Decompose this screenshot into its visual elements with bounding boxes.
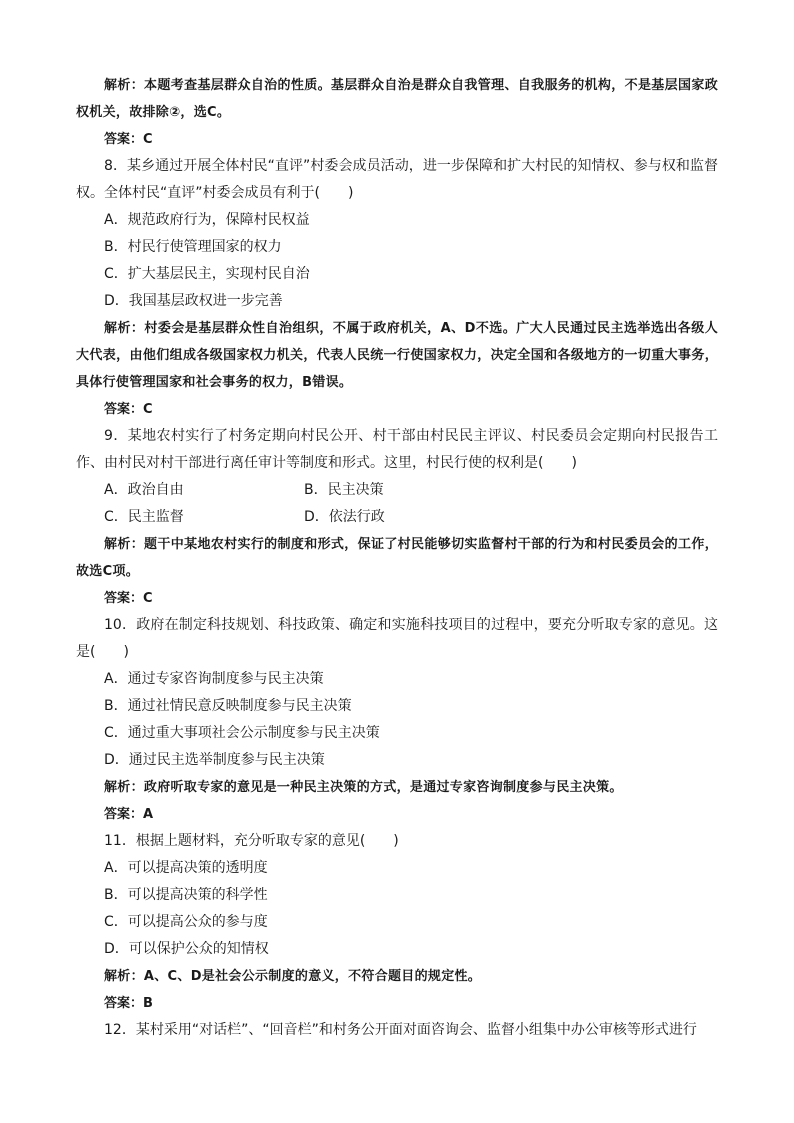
answer-q8: 答案：C bbox=[104, 402, 153, 417]
question-8-option-b: B．村民行使管理国家的权力 bbox=[104, 239, 282, 255]
question-11-option-d: D．可以保护公众的知情权 bbox=[104, 941, 269, 957]
answer-q10: 答案：A bbox=[104, 807, 154, 822]
question-9-options-row-2 bbox=[76, 504, 718, 531]
question-8-stem: 8．某乡通过开展全体村民“直评”村委会成员活动，进一步保障和扩大村民的知情权、参与权和监督权。全体村民“直评”村委会成员有利于( ) bbox=[76, 158, 718, 201]
question-10-option-c: C．通过重大事项社会公示制度参与民主决策 bbox=[104, 725, 380, 741]
analysis-q11: 解析：A、C、D是社会公示制度的意义，不符合题目的规定性。 bbox=[104, 969, 482, 984]
analysis-q7: 解析：本题考查基层群众自治的性质。基层群众自治是群众自我管理、自我服务的机构，不是基层国家政权机关，故排除②，选C。 bbox=[76, 78, 718, 120]
question-10-option-a: A．通过专家咨询制度参与民主决策 bbox=[104, 671, 324, 687]
question-8-option-a: A．规范政府行为，保障村民权益 bbox=[104, 212, 310, 228]
answer-q11: 答案：B bbox=[104, 996, 153, 1011]
answer-q9: 答案：C bbox=[104, 591, 153, 606]
question-11-option-c: C．可以提高公众的参与度 bbox=[104, 914, 268, 930]
question-10-option-d: D．通过民主选举制度参与民主决策 bbox=[104, 752, 325, 768]
question-10-option-b: B．通过社情民意反映制度参与民主决策 bbox=[104, 698, 352, 714]
question-9-option-a: A．政治自由 bbox=[104, 482, 184, 498]
question-9-option-c: C．民主监督 bbox=[104, 509, 184, 525]
analysis-q8: 解析：村委会是基层群众性自治组织，不属于政府机关，A、D不选。广大人民通过民主选举选出各级人大代表，由他们组成各级国家权力机关，代表人民统一行使国家权力，决定全国和各级地方的一切重大事务，具体行使管理国家和社会事务的权力，B错误。 bbox=[76, 321, 718, 390]
question-10-stem: 10．政府在制定科技规划、科技政策、确定和实施科技项目的过程中，要充分听取专家的意见。这是( ) bbox=[76, 617, 718, 660]
answer-q7: 答案：C bbox=[104, 132, 153, 147]
question-12-stem: 12．某村采用“对话栏”、“回音栏”和村务公开面对面咨询会、监督小组集中办公审核等形式进行 bbox=[104, 1022, 697, 1038]
question-9-option-b: B．民主决策 bbox=[304, 482, 384, 498]
question-9-options-row-1 bbox=[76, 477, 718, 504]
question-9-stem: 9．某地农村实行了村务定期向村民公开、村干部由村民民主评议、村民委员会定期向村民报告工作、由村民对村干部进行离任审计等制度和形式。这里，村民行使的权利是( ) bbox=[76, 428, 718, 471]
question-8-option-c: C．扩大基层民主，实现村民自治 bbox=[104, 266, 310, 282]
analysis-q10: 解析：政府听取专家的意见是一种民主决策的方式，是通过专家咨询制度参与民主决策。 bbox=[104, 780, 623, 795]
question-11-stem: 11．根据上题材料，充分听取专家的意见( ) bbox=[104, 833, 399, 849]
analysis-q9: 解析：题干中某地农村实行的制度和形式，保证了村民能够切实监督村干部的行为和村民委员会的工作，故选C项。 bbox=[76, 537, 718, 579]
question-11-option-b: B．可以提高决策的科学性 bbox=[104, 887, 268, 903]
document-body bbox=[76, 72, 718, 1044]
question-8-option-d: D．我国基层政权进一步完善 bbox=[104, 293, 283, 309]
question-9-option-d: D．依法行政 bbox=[304, 509, 385, 525]
question-11-option-a: A．可以提高决策的透明度 bbox=[104, 860, 268, 876]
